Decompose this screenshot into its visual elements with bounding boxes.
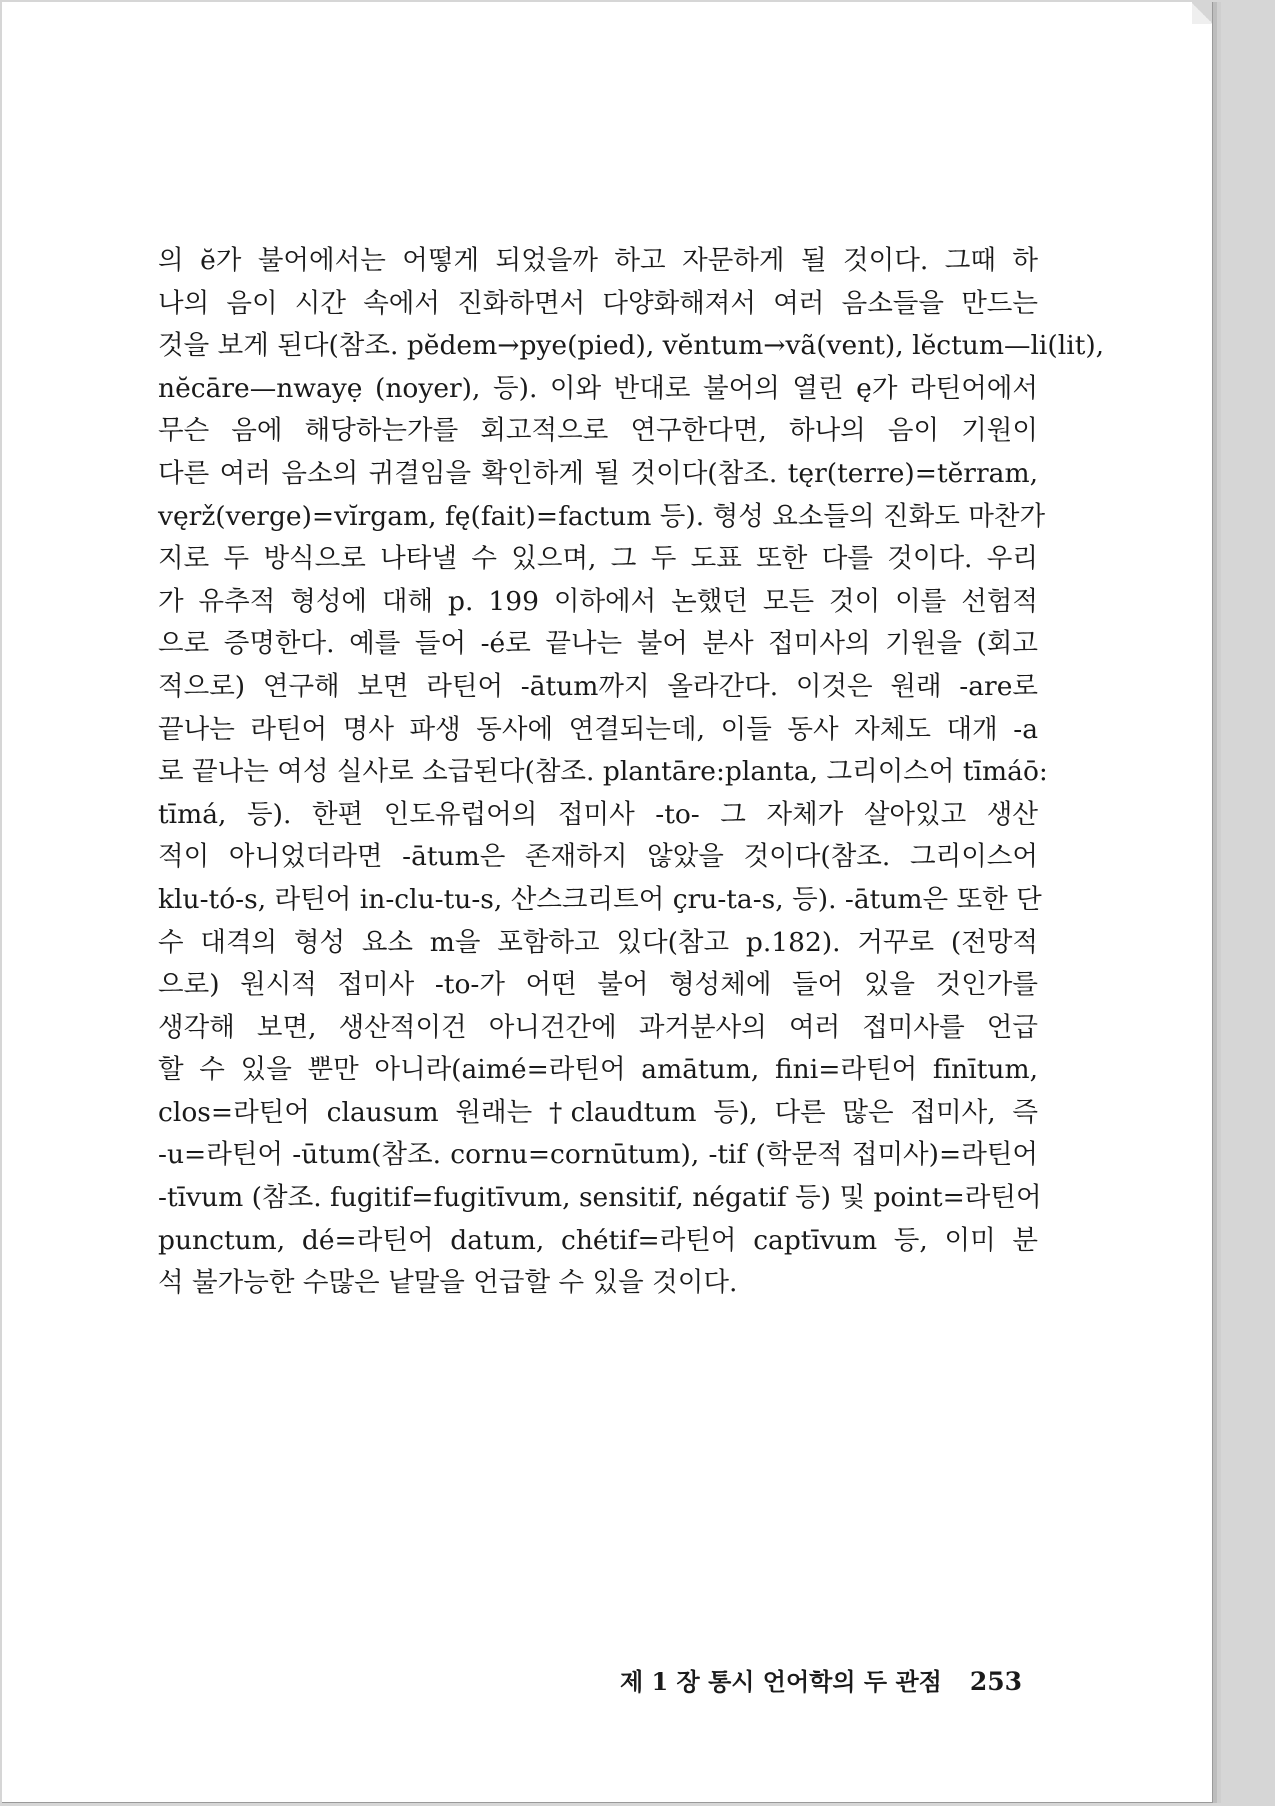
text-line: clos=라틴어 clausum 원래는 †claudtum 등), 다른 많은 접미사, 즉 (158, 1096, 1038, 1128)
running-footer (602, 1662, 1022, 1697)
chapter-title: 제 1 장 통시 언어학의 두 관점 (619, 1667, 942, 1696)
text-line: 생각해 보면, 생산적이건 아니건간에 과거분사의 여러 접미사를 언급 (158, 1011, 1038, 1043)
text-line: 것을 보게 된다(참조. pĕdem→pye(pied), vĕntum→vã(vent), lĕctum—li(lit), (158, 330, 1105, 362)
text-line: 의 ĕ가 불어에서는 어떻게 되었을까 하고 자문하게 될 것이다. 그때 하 (158, 245, 1038, 276)
text-line: 무슨 음에 해당하는가를 회고적으로 연구한다면, 하나의 음이 기원이 (158, 415, 1038, 447)
text-line: 로 끝나는 여성 실사로 소급된다(참조. plantāre:planta, 그리이스어 tīmáō: (158, 756, 1048, 788)
text-line: 가 유추적 형성에 대해 p. 199 이하에서 논했던 모든 것이 이를 선험적 (158, 585, 1038, 617)
page-number: 253 (969, 1667, 1022, 1696)
text-line: 할 수 있을 뿐만 아니라(aimé=라틴어 amātum, fini=라틴어 fīnītum, (158, 1054, 1038, 1086)
text-line: 적으로) 연구해 보면 라틴어 -ātum까지 올라간다. 이것은 원래 -are로 (158, 670, 1038, 702)
text-line: nĕcāre—nwayẹ (noyer), 등). 이와 반대로 불어의 열린 ę가 라틴어에서 (158, 372, 1038, 404)
book-page (2, 2, 1213, 1803)
text-line: 지로 두 방식으로 나타낼 수 있으며, 그 두 도표 또한 다를 것이다. 우리 (158, 543, 1038, 575)
text-line: 끝나는 라틴어 명사 파생 동사에 연결되는데, 이들 동사 자체도 대개 -a (158, 713, 1038, 745)
text-line: 수 대격의 형성 요소 m을 포함하고 있다(참고 p.182). 거꾸로 (전망적 (158, 926, 1038, 958)
text-line: 으로 증명한다. 예를 들어 -é로 끝나는 불어 분사 접미사의 기원을 (회고 (158, 628, 1038, 660)
text-line: -u=라틴어 -ūtum(참조. cornu=cornūtum), -tif (학문적 접미사)=라틴어 (158, 1139, 1038, 1171)
page-corner-fold (1192, 2, 1212, 24)
text-line: 으로) 원시적 접미사 -to-가 어떤 불어 형성체에 들어 있을 것인가를 (158, 969, 1038, 1001)
text-line: klu-tó-s, 라틴어 in-clu-tu-s, 산스크리트어 çru-ta-s, 등). -ātum은 또한 단 (158, 883, 1042, 915)
text-line: vęrž(verge)=vĭrgam, fę(fait)=factum 등). 형성 요소들의 진화도 마찬가 (158, 500, 1046, 532)
text-line: 나의 음이 시간 속에서 진화하면서 다양화해져서 여러 음소들을 만드는 (158, 287, 1038, 319)
text-line-last: 석 불가능한 수많은 낱말을 언급할 수 있을 것이다. (158, 1267, 738, 1299)
text-line: 적이 아니었더라면 -ātum은 존재하지 않았을 것이다(참조. 그리이스어 (158, 841, 1038, 873)
text-line: tīmá, 등). 한편 인도유럽어의 접미사 -to- 그 자체가 살아있고 생산 (158, 798, 1038, 830)
body-text (158, 240, 1105, 1305)
text-line: punctum, dé=라틴어 datum, chétif=라틴어 captīvum 등, 이미 분 (158, 1224, 1038, 1256)
text-line: 다른 여러 음소의 귀결임을 확인하게 될 것이다(참조. tęr(terre)=tĕrram, (158, 457, 1038, 489)
text-line: -tīvum (참조. fugitif=fugitīvum, sensitif, négatif 등) 및 point=라틴어 (158, 1182, 1042, 1214)
